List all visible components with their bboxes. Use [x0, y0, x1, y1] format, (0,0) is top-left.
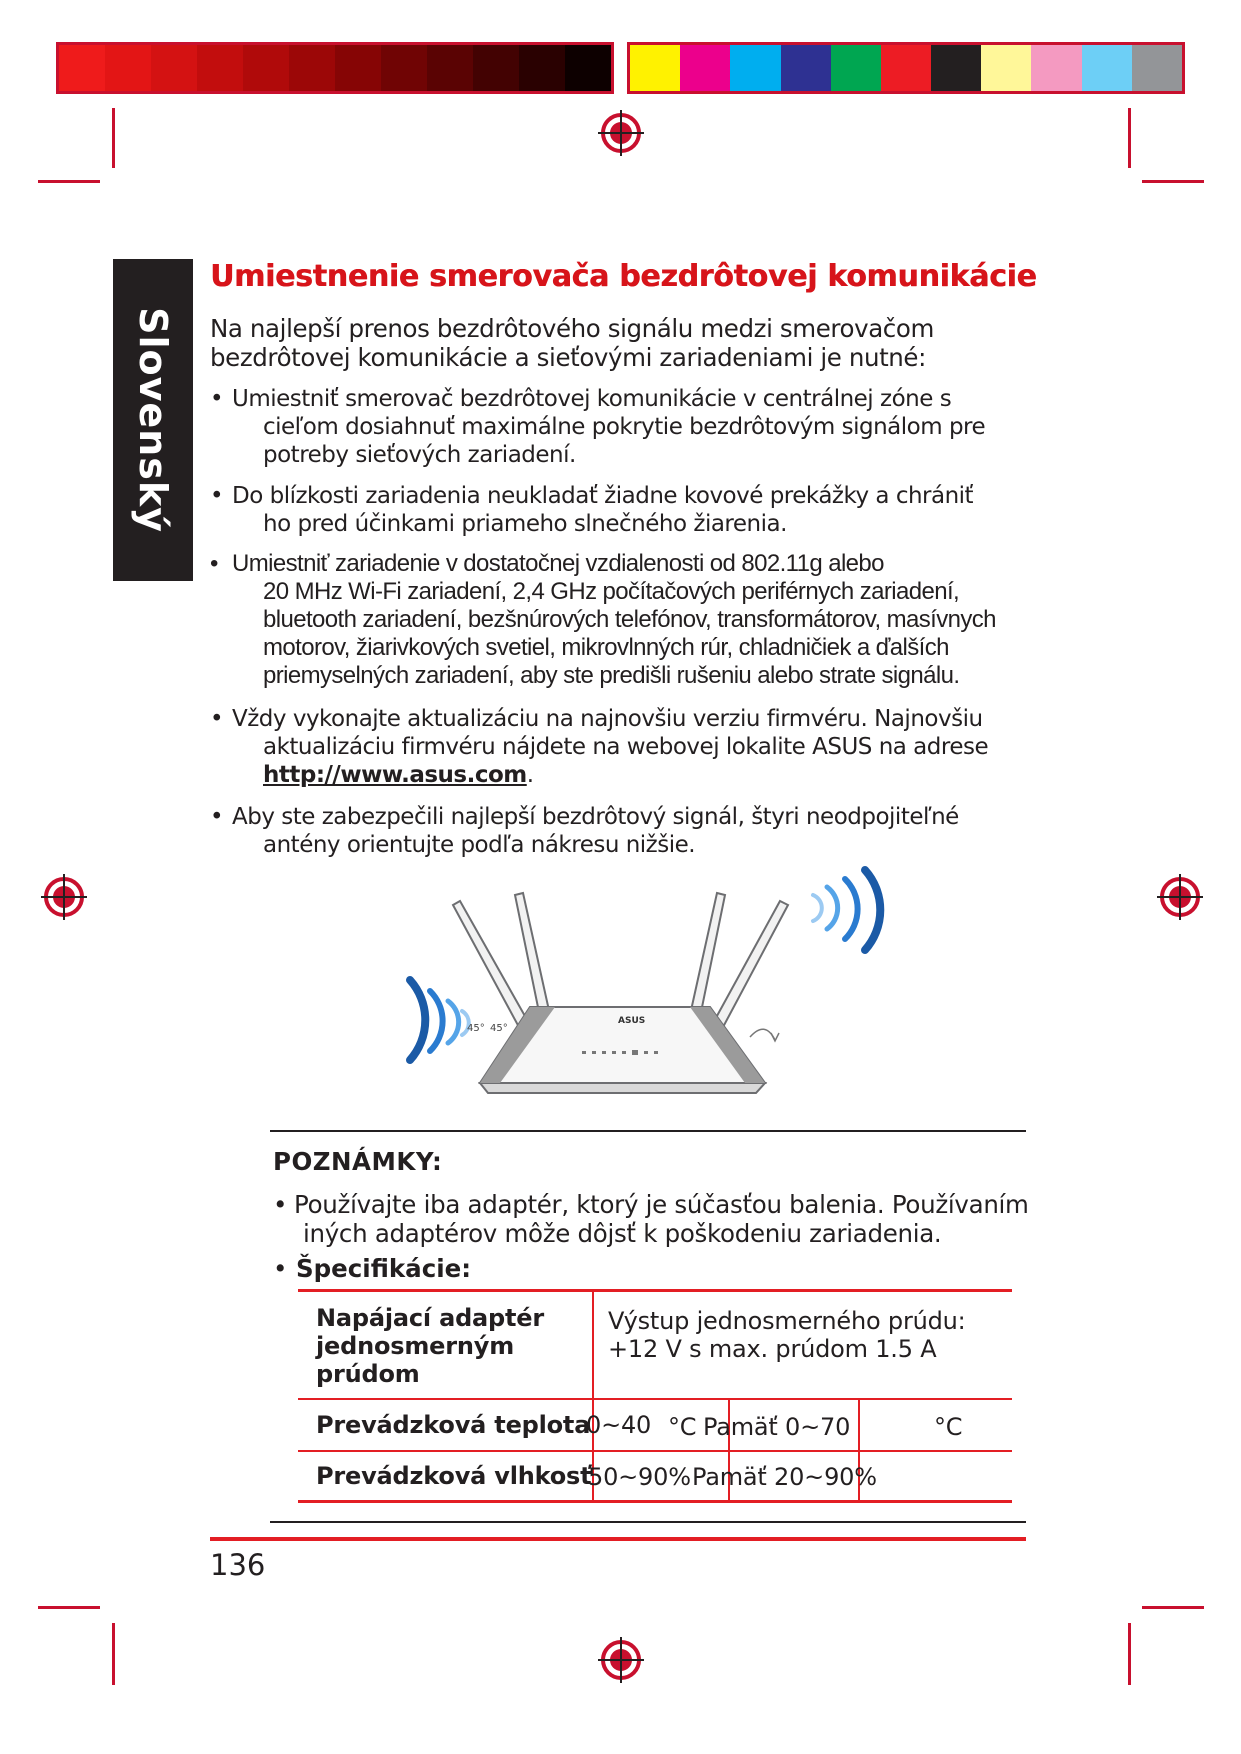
- bullet-marker: •: [210, 706, 224, 732]
- spec-row2-unit1: °C: [668, 1413, 697, 1441]
- table-line: [298, 1289, 1012, 1292]
- bullet-text-first-line: Vždy vykonajte aktualizáciu na najnovšiu verziu firmvéru. Najnovšiu: [232, 706, 983, 732]
- color-swatch: [335, 45, 381, 91]
- router-antenna-illustration: [360, 855, 920, 1120]
- language-side-tab: [113, 259, 193, 581]
- asus-website-link[interactable]: http://www.asus.com: [263, 762, 527, 788]
- color-swatch: [881, 45, 931, 91]
- color-swatch: [781, 45, 831, 91]
- bullet-text-first-line: Umiestniť zariadenie v dostatočnej vzdialenosti od 802.11g alebo: [232, 550, 884, 577]
- spec-row2-memory: Pamäť 0~70: [703, 1413, 851, 1441]
- bullet-marker: •: [210, 386, 224, 412]
- spec-row3-memory: Pamäť 20~90%: [692, 1463, 877, 1491]
- bullet-text: aktualizáciu firmvéru nájdete na webovej lokalite ASUS na adrese: [263, 734, 989, 760]
- spec-row1-label: Napájací adaptér jednosmerným prúdom: [316, 1304, 545, 1388]
- color-swatch: [931, 45, 981, 91]
- table-line: [298, 1500, 1012, 1503]
- crop-mark-br-v: [1128, 1623, 1131, 1685]
- color-swatch: [981, 45, 1031, 91]
- table-line: [298, 1398, 1012, 1400]
- crop-mark-tl-v: [112, 108, 115, 168]
- notes-heading: POZNÁMKY:: [273, 1147, 443, 1176]
- registration-mark-left: [41, 874, 87, 920]
- specs-label: Špecifikácie:: [295, 1254, 472, 1283]
- crop-mark-tr-h: [1142, 180, 1204, 183]
- bullet-item-2: [210, 482, 1060, 538]
- color-swatch: [680, 45, 730, 91]
- color-swatch: [289, 45, 335, 91]
- crop-mark-tr-v: [1128, 108, 1131, 168]
- angle-label-left: 45°: [467, 1023, 485, 1034]
- color-swatch: [831, 45, 881, 91]
- bullet-text-first-line: Aby ste zabezpečili najlepší bezdrôtový signál, štyri neodpojiteľné: [232, 804, 959, 830]
- notes-bullet-first-line: Používajte iba adaptér, ktorý je súčasťou balenia. Používaním: [294, 1190, 1029, 1219]
- color-swatch: [59, 45, 105, 91]
- color-swatch: [243, 45, 289, 91]
- color-swatch: [630, 45, 680, 91]
- color-swatch: [519, 45, 565, 91]
- bullet-text-first-line: Umiestniť smerovač bezdrôtovej komunikácie v centrálnej zóne s: [232, 386, 952, 412]
- notes-divider: [270, 1130, 1026, 1132]
- crop-mark-br-h: [1142, 1606, 1204, 1609]
- registration-mark-right: [1157, 874, 1203, 920]
- bullet-text-continuation: 20 MHz Wi-Fi zariadení, 2,4 GHz počítačových periférnych zariadení, bluetooth zariadení, bezšnúrových telefónov, transformátorov, masívnych motorov, žiarivkových svetiel, mikrovlnných rúr, chladničiek a ďalších priemyselných zariadení, aby ste predišli rušeniu alebo strate signálu.: [263, 578, 996, 689]
- spec-row3-label: Prevádzková vlhkosť: [316, 1462, 592, 1490]
- bullet-text-continuation: cieľom dosiahnuť maximálne pokrytie bezdrôtovým signálom pre potreby sieťových zariadení.: [263, 414, 986, 468]
- color-swatch: [730, 45, 780, 91]
- spec-row2-label: Prevádzková teplota: [316, 1411, 591, 1439]
- bullet-marker: •: [210, 804, 224, 830]
- page-number: 136: [210, 1548, 266, 1582]
- signal-waves-right-icon: [813, 870, 880, 950]
- bullet-text-continuation: [210, 733, 1060, 789]
- angle-label-right: 45°: [490, 1023, 508, 1034]
- link-trailing-period: .: [526, 762, 534, 788]
- color-swatch: [197, 45, 243, 91]
- notes-bullet-adapter: [273, 1190, 1033, 1248]
- color-bar-right: [627, 42, 1185, 94]
- bullet-item-4: [210, 705, 1060, 789]
- color-swatch: [105, 45, 151, 91]
- spec-row3-value1: 50~90%: [588, 1463, 691, 1491]
- bullet-marker: •: [210, 550, 218, 577]
- language-label: Slovenský: [131, 307, 176, 533]
- bullet-text-continuation: ho pred účinkami priameho slnečného žiarenia.: [263, 511, 787, 537]
- spec-row1-value: Výstup jednosmerného prúdu: +12 V s max. prúdom 1.5 A: [608, 1307, 966, 1363]
- color-swatch: [1031, 45, 1081, 91]
- registration-mark-top: [598, 110, 644, 156]
- bottom-divider-dark: [270, 1521, 1026, 1523]
- bullet-marker: •: [273, 1254, 288, 1283]
- registration-mark-bottom: [598, 1637, 644, 1683]
- color-swatch: [1082, 45, 1132, 91]
- crop-mark-bl-h: [38, 1606, 100, 1609]
- bullet-item-3: [210, 550, 1040, 690]
- color-swatch: [381, 45, 427, 91]
- bullet-text-first-line: Do blízkosti zariadenia neukladať žiadne kovové prekážky a chrániť: [232, 483, 974, 509]
- bullet-marker: •: [273, 1190, 288, 1219]
- crop-mark-bl-v: [112, 1623, 115, 1685]
- bullet-item-5: [210, 803, 1060, 859]
- router-brand-label: ASUS: [618, 1016, 646, 1026]
- color-swatch: [427, 45, 473, 91]
- color-swatch: [151, 45, 197, 91]
- color-bar-left: [56, 42, 614, 94]
- notes-bullet-continuation: iných adaptérov môže dôjsť k poškodeniu zariadenia.: [303, 1219, 942, 1248]
- bullet-text-continuation: antény orientujte podľa nákresu nižšie.: [263, 832, 696, 858]
- notes-bullet-specs: [273, 1254, 471, 1283]
- section-title: Umiestnenie smerovača bezdrôtovej komunikácie: [210, 259, 1037, 294]
- table-line: [298, 1450, 1012, 1452]
- arrow-head-icon: [771, 1033, 779, 1041]
- spec-row2-unit2: °C: [934, 1413, 963, 1441]
- color-swatch: [1132, 45, 1182, 91]
- color-swatch: [473, 45, 519, 91]
- spec-row2-value1: 0~40: [586, 1411, 652, 1439]
- bullet-marker: •: [210, 483, 224, 509]
- color-swatch: [565, 45, 611, 91]
- intro-paragraph: Na najlepší prenos bezdrôtového signálu medzi smerovačom bezdrôtovej komunikácie a sieťovými zariadeniami je nutné:: [210, 314, 934, 372]
- bullet-item-1: [210, 385, 1060, 469]
- bottom-divider-red: [210, 1537, 1026, 1541]
- signal-waves-left-icon: [410, 980, 469, 1060]
- crop-mark-tl-h: [38, 180, 100, 183]
